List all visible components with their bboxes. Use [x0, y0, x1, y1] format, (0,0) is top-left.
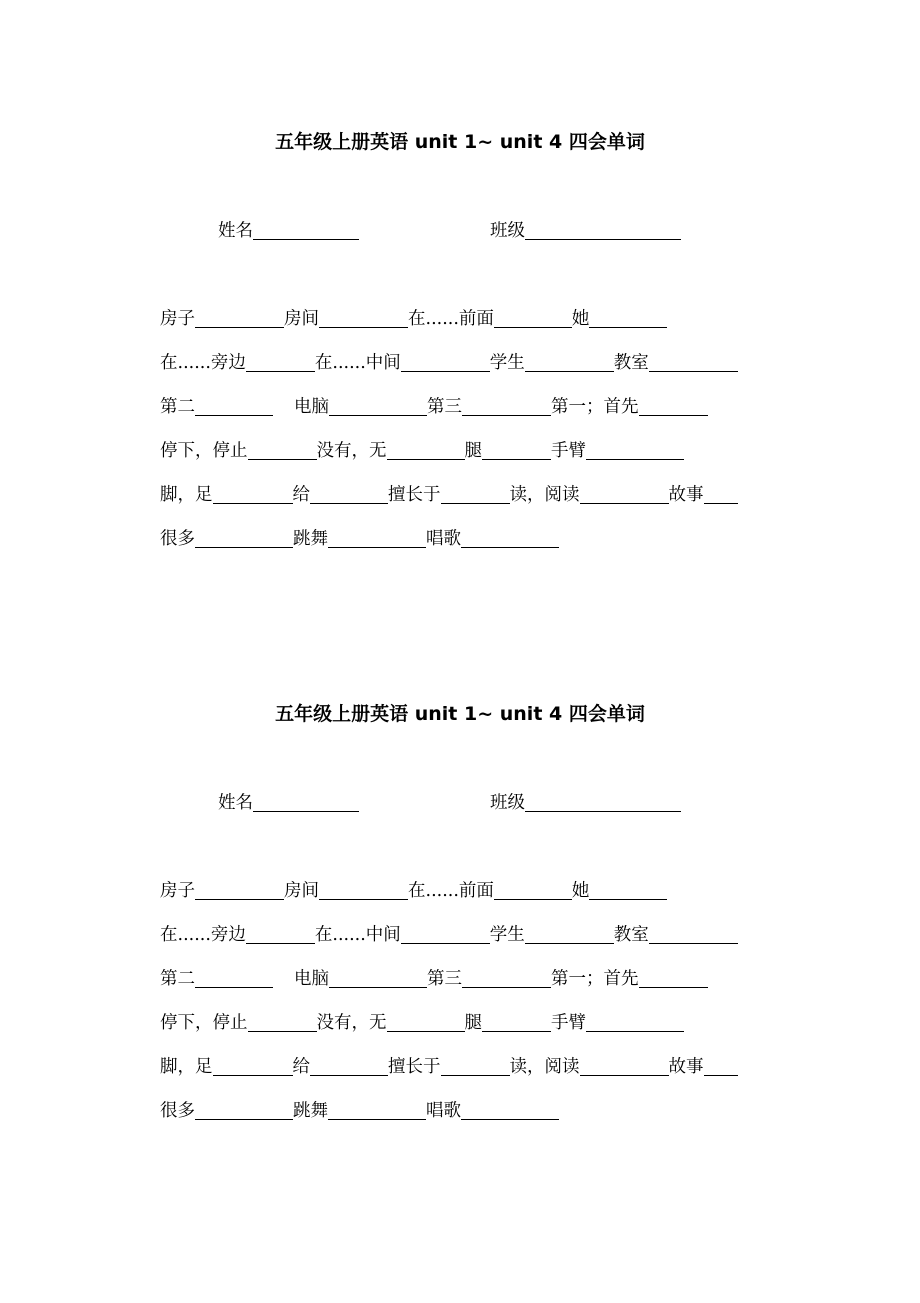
vocab-row-2 — [160, 349, 738, 377]
answer-blank[interactable] — [387, 441, 465, 460]
word-prompt: 手臂 — [551, 1013, 586, 1033]
answer-blank[interactable] — [589, 881, 667, 900]
word-prompt: 没有，无 — [316, 1013, 387, 1033]
word-prompt: 腿 — [464, 441, 482, 461]
word-prompt: 她 — [571, 881, 590, 901]
answer-blank[interactable] — [525, 353, 614, 372]
word-prompt: 故事 — [668, 1057, 704, 1077]
answer-blank[interactable] — [387, 1013, 465, 1032]
answer-blank[interactable] — [639, 969, 708, 988]
answer-blank[interactable] — [319, 309, 408, 328]
name-blank[interactable] — [253, 221, 359, 240]
word-prompt: 读，阅读 — [509, 1057, 580, 1077]
answer-blank[interactable] — [401, 353, 490, 372]
word-prompt: 在......旁边 — [160, 353, 246, 373]
vocab-row-5 — [160, 1053, 738, 1081]
word-prompt: 很多 — [160, 1101, 195, 1121]
answer-blank[interactable] — [462, 969, 551, 988]
answer-blank[interactable] — [704, 1057, 738, 1076]
word-prompt: 擅长于 — [388, 485, 441, 505]
answer-blank[interactable] — [195, 1101, 293, 1120]
answer-blank[interactable] — [482, 441, 551, 460]
answer-blank[interactable] — [441, 1057, 510, 1076]
answer-blank[interactable] — [525, 925, 614, 944]
word-prompt: 在......前面 — [408, 309, 494, 329]
answer-blank[interactable] — [494, 309, 572, 328]
word-prompt: 读，阅读 — [509, 485, 580, 505]
word-prompt: 教室 — [613, 925, 649, 945]
word-prompt: 教室 — [613, 353, 649, 373]
word-prompt: 房间 — [284, 881, 319, 901]
word-prompt: 跳舞 — [293, 1101, 328, 1121]
name-line — [218, 217, 359, 245]
answer-blank[interactable] — [586, 441, 684, 460]
answer-blank[interactable] — [704, 485, 738, 504]
word-prompt: 跳舞 — [293, 529, 328, 549]
word-prompt: 电脑 — [294, 397, 329, 417]
word-prompt: 房子 — [160, 309, 195, 329]
word-prompt: 脚，足 — [160, 1057, 213, 1077]
answer-blank[interactable] — [195, 529, 293, 548]
answer-blank[interactable] — [319, 881, 408, 900]
vocab-row-5 — [160, 481, 738, 509]
answer-blank[interactable] — [195, 309, 284, 328]
answer-blank[interactable] — [580, 485, 669, 504]
word-prompt: 故事 — [668, 485, 704, 505]
vocab-row-1 — [160, 877, 667, 905]
vocab-row-2 — [160, 921, 738, 949]
answer-blank[interactable] — [649, 925, 738, 944]
vocab-row-3 — [160, 393, 708, 421]
word-prompt: 第三 — [427, 969, 462, 989]
word-prompt: 唱歌 — [426, 529, 461, 549]
word-prompt: 腿 — [464, 1013, 482, 1033]
word-prompt: 在......中间 — [314, 353, 401, 373]
word-prompt: 第三 — [427, 397, 462, 417]
word-prompt: 在......旁边 — [160, 925, 246, 945]
answer-blank[interactable] — [310, 485, 388, 504]
class-label: 班级 — [490, 221, 525, 241]
vocab-row-4 — [160, 1009, 684, 1037]
vocab-row-6 — [160, 1097, 559, 1125]
word-prompt: 停下，停止 — [160, 441, 248, 461]
answer-blank[interactable] — [586, 1013, 684, 1032]
word-prompt: 她 — [571, 309, 590, 329]
class-blank[interactable] — [525, 793, 681, 812]
word-prompt: 学生 — [489, 925, 525, 945]
vocab-row-1 — [160, 305, 667, 333]
answer-blank[interactable] — [639, 397, 708, 416]
answer-blank[interactable] — [441, 485, 510, 504]
class-line — [490, 789, 681, 817]
answer-blank[interactable] — [461, 1101, 559, 1120]
name-blank[interactable] — [253, 793, 359, 812]
vocab-row-4 — [160, 437, 684, 465]
answer-blank[interactable] — [462, 397, 551, 416]
answer-blank[interactable] — [195, 881, 284, 900]
class-blank[interactable] — [525, 221, 681, 240]
word-prompt: 脚，足 — [160, 485, 213, 505]
word-prompt: 在......前面 — [408, 881, 494, 901]
answer-blank[interactable] — [580, 1057, 669, 1076]
word-prompt: 房间 — [284, 309, 319, 329]
word-prompt: 学生 — [489, 353, 525, 373]
word-prompt: 手臂 — [551, 441, 586, 461]
word-prompt: 房子 — [160, 881, 195, 901]
class-line — [490, 217, 681, 245]
answer-blank[interactable] — [195, 969, 273, 988]
name-label: 姓名 — [218, 793, 253, 813]
class-label: 班级 — [490, 793, 525, 813]
answer-blank[interactable] — [246, 925, 315, 944]
answer-blank[interactable] — [328, 529, 426, 548]
answer-blank[interactable] — [589, 309, 667, 328]
name-label: 姓名 — [218, 221, 253, 241]
answer-blank[interactable] — [248, 441, 317, 460]
answer-blank[interactable] — [310, 1057, 388, 1076]
answer-blank[interactable] — [195, 397, 273, 416]
vocab-row-3 — [160, 965, 708, 993]
word-prompt: 在......中间 — [314, 925, 401, 945]
answer-blank[interactable] — [494, 881, 572, 900]
answer-blank[interactable] — [401, 925, 490, 944]
answer-blank[interactable] — [248, 1013, 317, 1032]
word-prompt: 第二 — [160, 397, 195, 417]
answer-blank[interactable] — [328, 1101, 426, 1120]
word-prompt: 给 — [292, 1057, 310, 1077]
word-prompt: 停下，停止 — [160, 1013, 248, 1033]
word-prompt: 很多 — [160, 529, 195, 549]
answer-blank[interactable] — [329, 397, 427, 416]
word-prompt: 没有，无 — [316, 441, 387, 461]
word-prompt: 第二 — [160, 969, 195, 989]
word-prompt: 第一；首先 — [551, 397, 639, 417]
answer-blank[interactable] — [329, 969, 427, 988]
answer-blank[interactable] — [482, 1013, 551, 1032]
word-prompt: 给 — [292, 485, 310, 505]
word-prompt: 第一；首先 — [551, 969, 639, 989]
answer-blank[interactable] — [213, 485, 293, 504]
vocab-row-6 — [160, 525, 559, 553]
word-prompt: 擅长于 — [388, 1057, 441, 1077]
answer-blank[interactable] — [213, 1057, 293, 1076]
answer-blank[interactable] — [649, 353, 738, 372]
worksheet-title: 五年级上册英语 unit 1~ unit 4 四会单词 — [275, 703, 645, 725]
word-prompt: 电脑 — [294, 969, 329, 989]
name-line — [218, 789, 359, 817]
worksheet-title: 五年级上册英语 unit 1~ unit 4 四会单词 — [275, 131, 645, 153]
answer-blank[interactable] — [246, 353, 315, 372]
answer-blank[interactable] — [461, 529, 559, 548]
word-prompt: 唱歌 — [426, 1101, 461, 1121]
